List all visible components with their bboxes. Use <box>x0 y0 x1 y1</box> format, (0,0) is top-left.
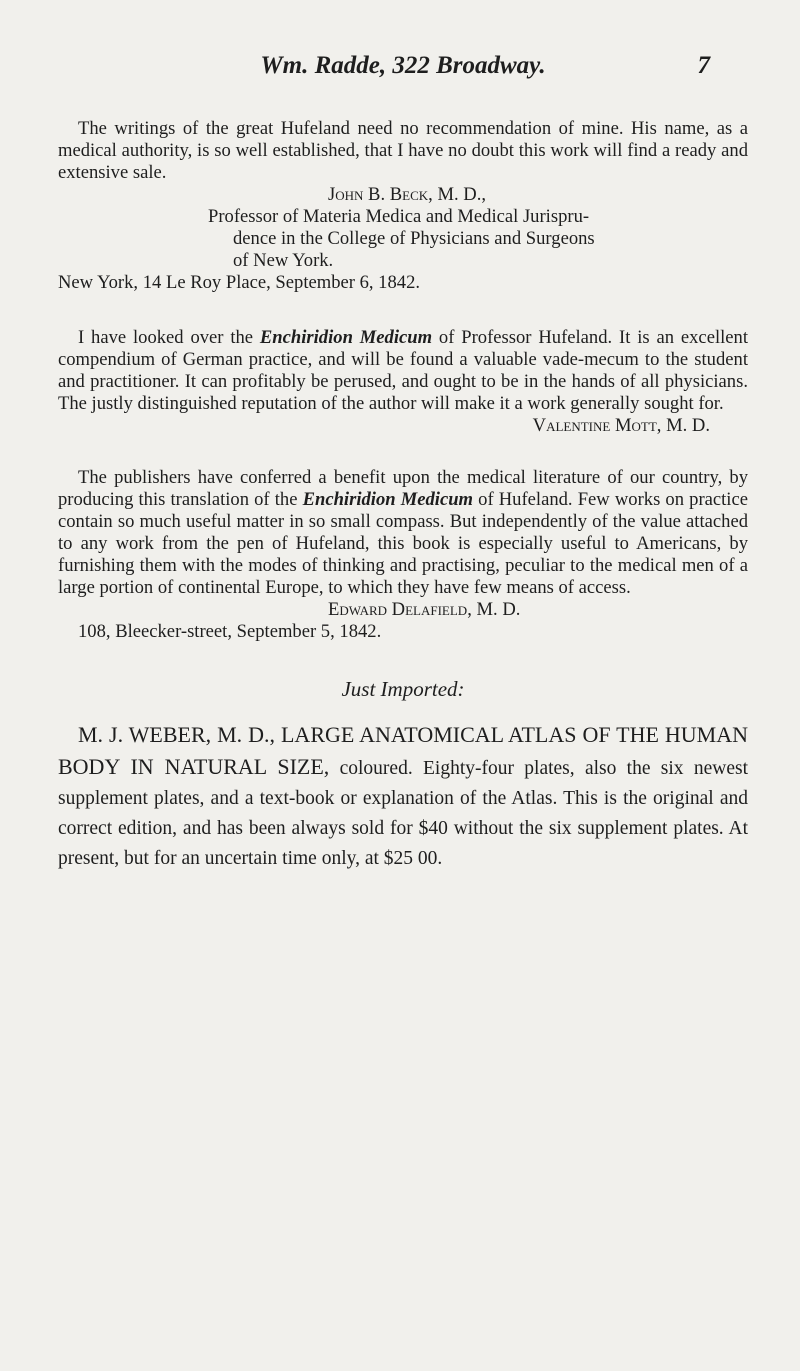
testimonial-mott <box>58 327 748 437</box>
testimonial-text: I have looked over the Enchiridion Medicum of Professor Hufeland. It is an excellent compendium of German practice, and will be found a valuable vade-mecum to the student and practitioner. It can profitably be perused, and ought to be in the hands of all physicians. The justly distinguished reputation of the author will make it a work generally sought for. <box>58 327 748 414</box>
book-page <box>58 52 748 874</box>
testimonial-beck <box>58 118 748 294</box>
signature: Edward Delafield, M. D. <box>328 599 521 620</box>
testimonial-delafield <box>58 467 748 643</box>
section-heading: Just Imported: <box>341 677 465 701</box>
publisher-header: Wm. Radde, 322 Broadway. <box>260 52 546 79</box>
place-date: New York, 14 Le Roy Place, September 6, 1842. <box>58 272 421 293</box>
advertisement <box>58 677 748 874</box>
position-line: Professor of Materia Medica and Medical Jurispru- <box>208 206 590 227</box>
page-number: 7 <box>697 52 710 79</box>
signature: John B. Beck, M. D., <box>328 184 487 205</box>
signature: Valentine Mott, M. D. <box>532 415 710 436</box>
place-date: 108, Bleecker-street, September 5, 1842. <box>78 621 382 642</box>
advertisement-text: M. J. WEBER, M. D., LARGE ANATOMICAL ATLAS OF THE HUMAN BODY IN NATURAL SIZE, coloured. Eighty-four plates, also the six newest supplement plates, and a text-book or explanation of the Atlas. This is the original and correct edition, and has been always sold for $40 without the six supplement plates. At present, but for an uncertain time only, at $25 00. <box>58 722 748 869</box>
testimonial-text: The writings of the great Hufeland need no recommendation of mine. His name, as a medical authority, is so well established, that I have no doubt this work will find a ready and extensive sale. <box>58 118 748 183</box>
testimonial-text: The publishers have conferred a benefit upon the medical literature of our country, by producing this translation of the Enchiridion Medicum of Hufeland. Few works on practice contain so much useful matter in so small compass. But independently of the value attached to any work from the pen of Hufeland, this book is especially useful to Americans, by furnishing them with the modes of thinking and practising, peculiar to the medical men of a large portion of continental Europe, to which they have few means of access. <box>58 467 748 598</box>
position-line: of New York. <box>233 250 334 271</box>
atlas-title: M. J. WEBER, M. D., LARGE ANATOMICAL ATLAS OF THE HUMAN BODY IN NATURAL SIZE, <box>58 722 748 779</box>
book-title: Enchiridion Medicum <box>259 327 433 348</box>
position-line: dence in the College of Physicians and Surgeons <box>233 228 595 249</box>
running-header <box>58 52 748 86</box>
book-title: Enchiridion Medicum <box>302 489 474 510</box>
